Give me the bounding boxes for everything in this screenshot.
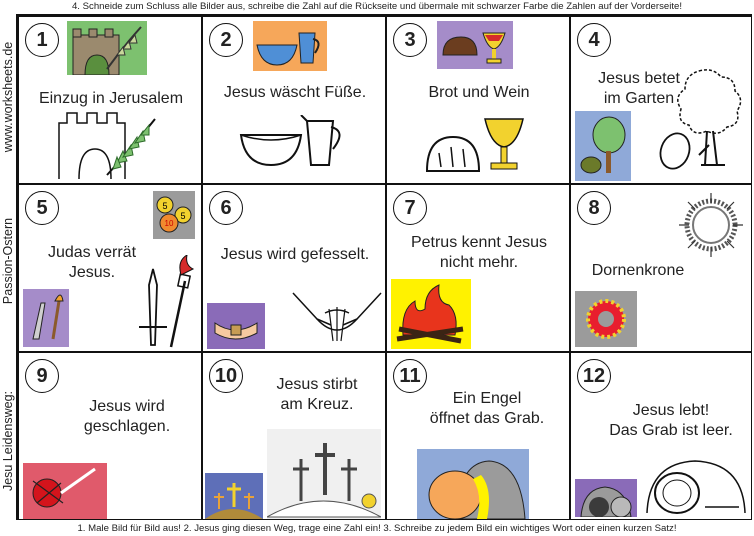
sidebar-website: www.worksheets.de [1, 41, 15, 153]
bowl-jug-icon [239, 115, 351, 171]
card-number: 5 [25, 191, 59, 225]
card-caption-line2: Jesus. [68, 264, 116, 281]
card-caption: Jesus wäscht Füße. [223, 84, 367, 101]
card-number: 7 [393, 191, 427, 225]
card-caption-line2: im Garten [603, 90, 675, 107]
small-color-picture [575, 479, 637, 517]
empty-tomb-icon [643, 455, 747, 515]
card-caption-line1: Jesus stirbt [276, 376, 358, 393]
card-caption-line1: Judas verrät [47, 244, 137, 261]
card-12[interactable] [570, 352, 752, 520]
card-3[interactable] [386, 16, 570, 184]
card-grid [16, 14, 752, 520]
coin-value: 5 [180, 211, 186, 221]
coins-picture [153, 191, 195, 239]
card-4[interactable] [570, 16, 752, 184]
card-number: 4 [577, 23, 611, 57]
card-1[interactable] [18, 16, 202, 184]
city-gate-palm-icon [57, 109, 161, 181]
card-2[interactable] [202, 16, 386, 184]
bread-chalice-icon [423, 113, 533, 175]
three-crosses-icon [267, 429, 381, 519]
instruction-top: 4. Schneide zum Schluss alle Bilder aus, schreibe die Zahl auf die Rückseite und übermale mit schwarzer Farbe die Zahlen auf der Vorderseite! [71, 1, 683, 12]
sidebar-topic: Passion-Ostern [1, 217, 15, 305]
card-caption: Dornenkrone [591, 262, 685, 279]
small-color-picture [437, 21, 513, 69]
bound-hands-icon [291, 279, 383, 343]
sidebar-title: Jesu Leidensweg: [1, 390, 15, 492]
card-10[interactable] [202, 352, 386, 520]
card-9[interactable] [18, 352, 202, 520]
small-color-picture [575, 291, 637, 347]
card-caption-line1: Jesus lebt! [632, 402, 710, 419]
card-number: 1 [25, 23, 59, 57]
olive-tree-icon [655, 65, 747, 177]
card-number: 12 [577, 359, 611, 393]
card-11[interactable] [386, 352, 570, 520]
sword-torch-icon [131, 255, 197, 351]
fire-icon [391, 279, 471, 349]
whip-icon [23, 463, 107, 519]
card-caption-line2: am Kreuz. [280, 396, 354, 413]
card-caption-line1: Jesus betet [598, 70, 680, 87]
small-color-picture [205, 473, 263, 519]
crown-of-thorns-icon [675, 189, 747, 261]
card-caption-line2: geschlagen. [83, 418, 171, 435]
card-number: 6 [209, 191, 243, 225]
card-caption-line2: Das Grab ist leer. [609, 422, 733, 439]
card-caption-line2: nicht mehr. [439, 254, 519, 271]
card-caption: Jesus wird gefesselt. [220, 246, 370, 263]
small-color-picture [207, 303, 265, 349]
card-number: 9 [25, 359, 59, 393]
card-6[interactable] [202, 184, 386, 352]
small-color-picture [575, 111, 631, 181]
card-7[interactable] [386, 184, 570, 352]
card-caption-line2: öffnet das Grab. [429, 410, 545, 427]
small-color-picture [23, 289, 69, 347]
card-caption: Brot und Wein [428, 84, 530, 101]
card-caption: Einzug in Jerusalem [38, 90, 184, 107]
card-number: 3 [393, 23, 427, 57]
card-8[interactable] [570, 184, 752, 352]
card-number: 11 [393, 359, 427, 393]
card-caption-line1: Jesus wird [89, 398, 165, 415]
tomb-stone-icon [417, 449, 529, 519]
coin-value: 5 [162, 201, 168, 211]
card-caption-line1: Petrus kennt Jesus [410, 234, 548, 251]
card-number: 10 [209, 359, 243, 393]
coin-value: 10 [164, 219, 174, 228]
small-color-picture [67, 21, 147, 75]
card-number: 8 [577, 191, 611, 225]
sidebar [0, 14, 16, 520]
card-5[interactable] [18, 184, 202, 352]
instruction-bottom: 1. Male Bild für Bild aus! 2. Jesus ging diesen Weg, trage eine Zahl ein! 3. Schreibe zu jedem Bild ein wichtiges Wort oder einen kurzen Satz! [77, 523, 677, 534]
small-color-picture [253, 21, 327, 71]
card-number: 2 [209, 23, 243, 57]
card-caption-line1: Ein Engel [452, 390, 522, 407]
